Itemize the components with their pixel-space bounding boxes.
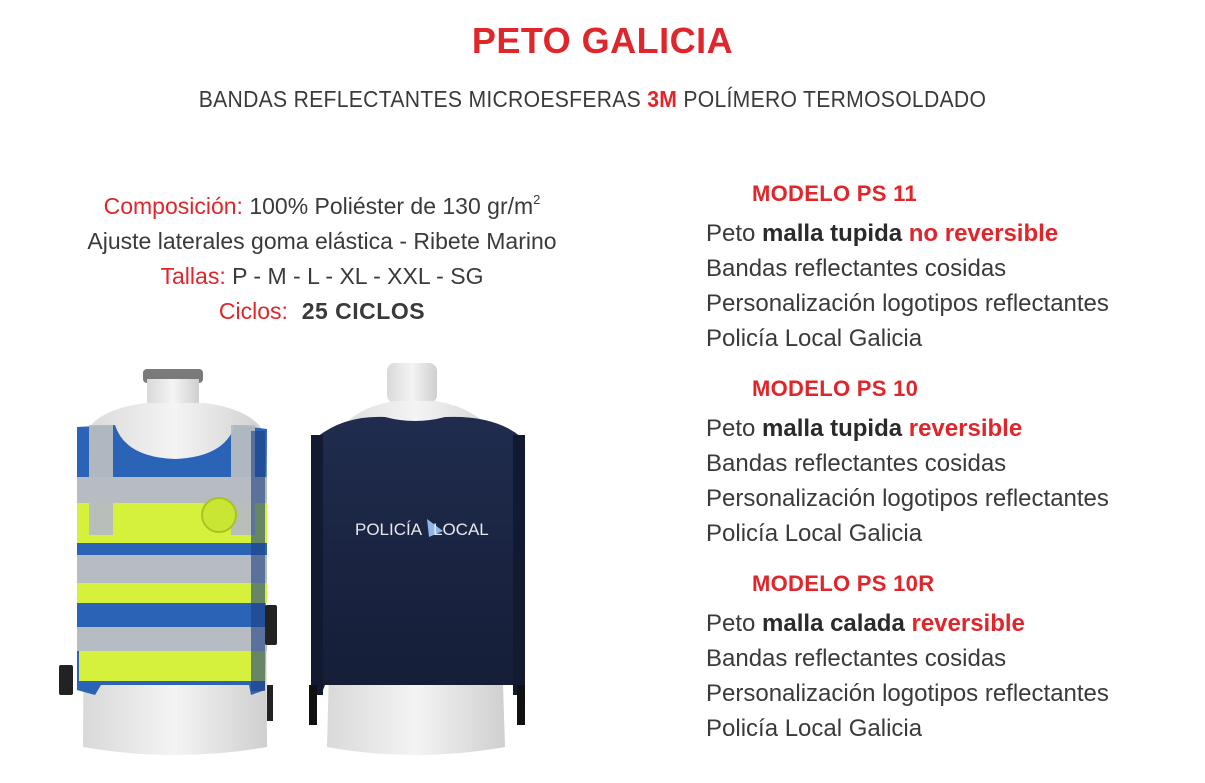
front-vest-photo bbox=[59, 369, 277, 755]
composition-line bbox=[22, 182, 622, 224]
model-line-4: Policía Local Galicia bbox=[706, 715, 923, 742]
model-description-line bbox=[706, 216, 1186, 251]
composition-label: Composición: bbox=[103, 193, 243, 219]
model-type: reversible bbox=[902, 415, 1023, 442]
product-specs bbox=[22, 182, 622, 329]
model-description-line bbox=[706, 411, 1186, 446]
subtitle-before: BANDAS REFLECTANTES MICROESFERAS bbox=[198, 86, 648, 112]
subtitle bbox=[47, 86, 1137, 113]
cycles-line bbox=[22, 294, 622, 329]
model-title: MODELO PS 10R bbox=[752, 571, 935, 596]
model-ps-11 bbox=[706, 176, 1186, 356]
model-line-3: Personalización logotipos reflectantes bbox=[706, 680, 1109, 707]
page-title: PETO GALICIA bbox=[471, 20, 734, 61]
model-ps-10r bbox=[706, 566, 1186, 746]
composition-value: 100% Poliéster de 130 gr/m bbox=[242, 193, 534, 219]
model-description-line bbox=[706, 606, 1186, 641]
model-line-3: Personalización logotipos reflectantes bbox=[706, 290, 1109, 317]
model-type: no reversible bbox=[902, 220, 1059, 247]
model-prefix: Peto bbox=[706, 220, 763, 247]
model-prefix: Peto bbox=[706, 610, 763, 637]
cycles-value: 25 CICLOS bbox=[287, 298, 426, 324]
model-material: malla calada bbox=[762, 610, 905, 637]
model-line-4: Policía Local Galicia bbox=[706, 520, 923, 547]
subtitle-brand: 3M bbox=[647, 86, 678, 112]
model-prefix: Peto bbox=[706, 415, 763, 442]
back-print-left: POLICÍA bbox=[355, 520, 423, 539]
model-material: malla tupida bbox=[762, 220, 903, 247]
model-line-2: Bandas reflectantes cosidas bbox=[706, 450, 1007, 477]
back-vest-photo bbox=[309, 363, 525, 755]
model-line-4: Policía Local Galicia bbox=[706, 325, 923, 352]
back-print-right: LOCAL bbox=[433, 520, 489, 539]
vest-photos bbox=[55, 355, 535, 775]
model-line-2: Bandas reflectantes cosidas bbox=[706, 255, 1007, 282]
model-line-2: Bandas reflectantes cosidas bbox=[706, 645, 1007, 672]
composition-sup: 2 bbox=[533, 192, 541, 207]
model-line-3: Personalización logotipos reflectantes bbox=[706, 485, 1109, 512]
model-ps-10 bbox=[706, 371, 1186, 551]
cycles-label: Ciclos: bbox=[218, 298, 288, 324]
model-title: MODELO PS 11 bbox=[752, 181, 917, 206]
model-material: malla tupida bbox=[762, 415, 903, 442]
sizes-line bbox=[22, 259, 622, 294]
sizes-value: P - M - L - XL - XXL - SG bbox=[225, 263, 484, 289]
sizes-label: Tallas: bbox=[160, 263, 226, 289]
model-type: reversible bbox=[904, 610, 1025, 637]
fit-line: Ajuste laterales goma elástica - Ribete Marino bbox=[87, 228, 557, 254]
subtitle-after: POLÍMERO TERMOSOLDADO bbox=[677, 86, 987, 112]
model-title: MODELO PS 10 bbox=[752, 376, 919, 401]
